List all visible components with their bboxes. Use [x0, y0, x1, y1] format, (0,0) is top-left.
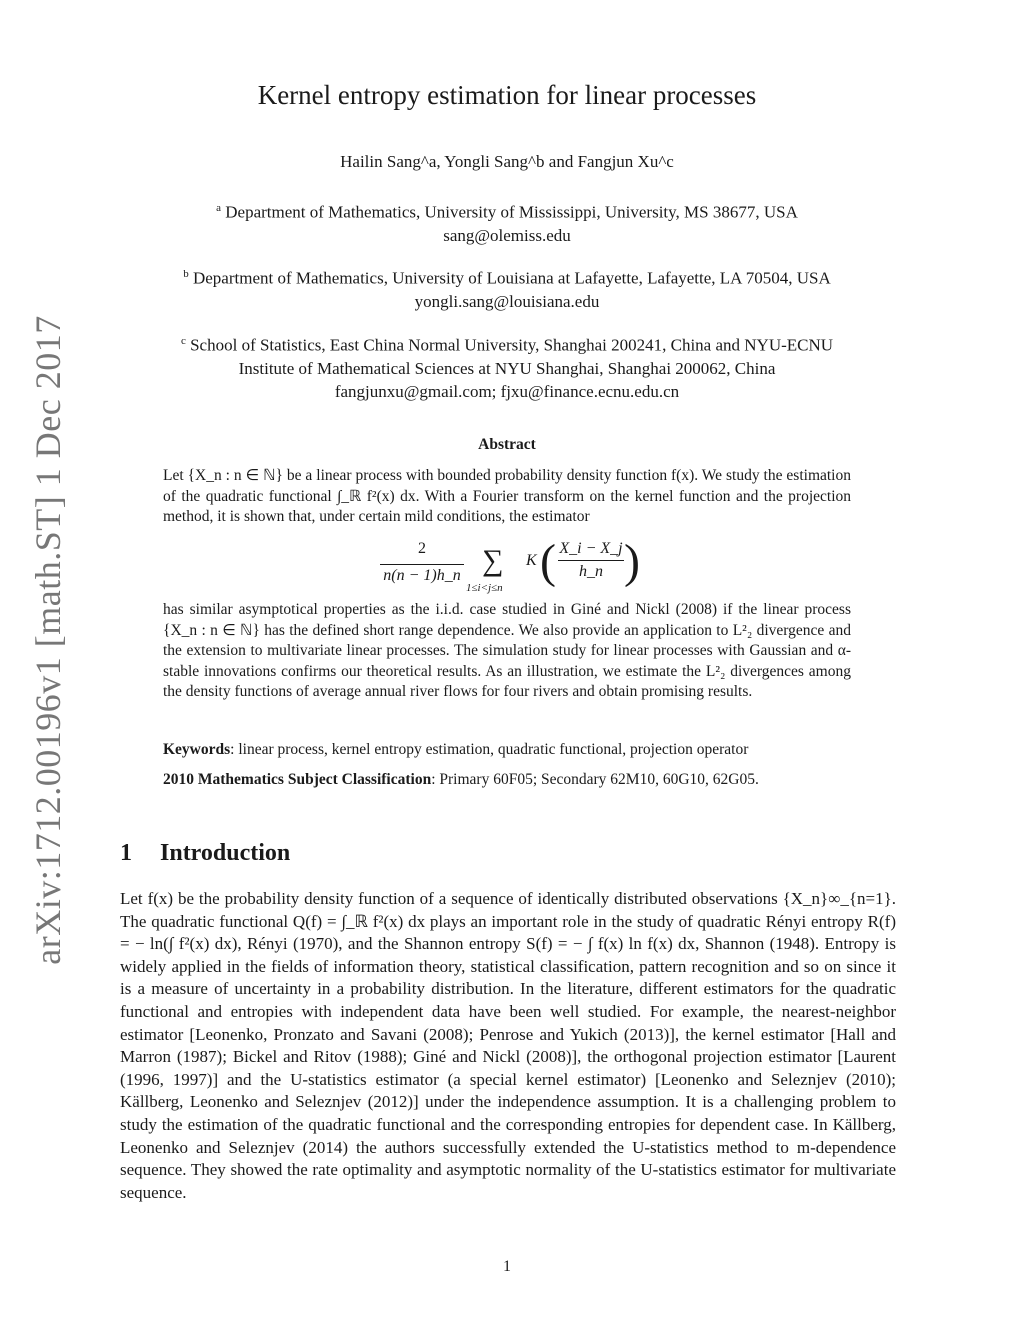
section-heading: [120, 840, 290, 867]
formula-denominator: n(n − 1)h_n: [383, 567, 461, 584]
summation-symbol: ∑: [482, 544, 504, 577]
keywords-text: : linear process, kernel entropy estimation, quadratic functional, projection operator: [230, 741, 749, 758]
affiliation-email[interactable]: sang@olemiss.edu: [443, 225, 571, 245]
affiliation-mark: c: [180, 335, 186, 347]
abstract-paragraph-2: has similar asymptotical properties as the i.i.d. case studied in Giné and Nickl (2008) if the linear process {X_n : n ∈ ℕ} has the defined short range dependence. We also provide an application to L²₂ divergence and the extension to multivariate linear processes. The simulation study for linear processes with Gaussian and α-stable innovations confirms our theoretical results. As an illustration, we estimate the L²₂ divergences among the density functions of average annual river flows for four rivers and obtain promising results.: [163, 601, 851, 700]
kernel-argument: [558, 540, 624, 581]
affiliation-mark: a: [216, 202, 222, 214]
affiliation-line: Institute of Mathematical Sciences at NYU Shanghai, Shanghai 200062, China: [238, 358, 776, 378]
kernel-arg-denominator: h_n: [579, 563, 603, 580]
affiliation-line: Department of Mathematics, University of Louisiana at Lafayette, Lafayette, LA 70504, USA: [192, 268, 831, 288]
fraction-bar: [380, 564, 464, 565]
section-number: 1: [120, 840, 132, 866]
keywords-label: Keywords: [163, 741, 231, 758]
introduction-paragraph: Let f(x) be the probability density function of a sequence of identically distributed observations {X_n}∞_{n=1}. The quadratic functional Q(f) = ∫_ℝ f²(x) dx plays an important role in the study of quadratic Rényi entropy R(f) = − ln(∫ f²(x) dx), Rényi (1970), and the Shannon entropy S(f) = − ∫ f(x) ln f(x) dx, Shannon (1948). Entropy is widely applied in the fields of information theory, statistical classification, pattern recognition and so on since it is a measure of uncertainty in a probability distribution. In the literature, different estimators for the quadratic functional and entropies with independent data have been well studied. For example, the nearest-neighbor estimator [Leonenko, Pronzato and Savani (2008); Penrose and Yukich (2013)], the kernel estimator [Hall and Marron (1987); Bickel and Ritov (1988); Giné and Nickl (2008)], the orthogonal projection estimator [Laurent (1996, 1997)] and the U-statistics estimator (a special kernel estimator) [Leonenko and Seleznjev (2010); Källberg, Leonenko and Seleznjev (2012)] under the independence assumption. It is a challenging problem to study the estimation of the quadratic functional and the corresponding entropies for dependent case. In Källberg, Leonenko and Seleznjev (2014) the authors successfully extended the U-statistics method to m-dependence sequence. They showed the rate optimality and asymptotic normality of the U-statistics estimator for multivariate sequence.: [120, 889, 896, 1202]
affiliation-a: [110, 197, 904, 247]
affiliation-email[interactable]: yongli.sang@louisiana.edu: [414, 291, 600, 311]
affiliation-mark: b: [183, 268, 189, 280]
msc-classification: [163, 769, 851, 790]
summation-range: 1≤i<j≤n: [466, 582, 503, 594]
affiliation-c: [110, 330, 904, 403]
right-paren: ): [624, 535, 640, 588]
affiliation-line: School of Statistics, East China Normal University, Shanghai 200241, China and NYU-ECNU: [190, 335, 834, 355]
msc-text: : Primary 60F05; Secondary 62M10, 60G10, 62G05.: [431, 771, 759, 788]
abstract-heading: Abstract: [478, 436, 536, 453]
left-paren: (: [540, 535, 556, 588]
abstract-paragraph-1: Let {X_n : n ∈ ℕ} be a linear process with bounded probability density function f(x). We study the estimation of the quadratic functional ∫_ℝ f²(x) dx. With a Fourier transform on the kernel function and the projection method, it is shown that, under certain mild conditions, the estimator: [163, 467, 851, 525]
affiliation-line: Department of Mathematics, University of Mississippi, University, MS 38677, USA: [225, 202, 798, 222]
estimator-formula: [380, 535, 640, 608]
paper-title: Kernel entropy estimation for linear processes: [257, 80, 757, 110]
section-title: Introduction: [160, 840, 291, 866]
fraction-bar: [558, 560, 624, 561]
kernel-arg-numerator: X_i − X_j: [559, 540, 623, 557]
affiliation-b: [110, 263, 904, 313]
formula-fraction: [380, 540, 464, 585]
page-number: 1: [503, 1258, 511, 1275]
arxiv-side-label: arXiv:1712.00196v1 [math.ST] 1 Dec 2017: [28, 315, 68, 965]
affiliation-email[interactable]: fangjunxu@gmail.com; fjxu@finance.ecnu.edu.cn: [334, 381, 680, 401]
kernel-symbol: K: [526, 552, 537, 569]
formula-numerator: 2: [418, 540, 426, 557]
author-list: Hailin Sang^a, Yongli Sang^b and Fangjun Xu^c: [340, 152, 674, 171]
keywords: [163, 739, 851, 760]
msc-label: 2010 Mathematics Subject Classification: [163, 771, 432, 788]
